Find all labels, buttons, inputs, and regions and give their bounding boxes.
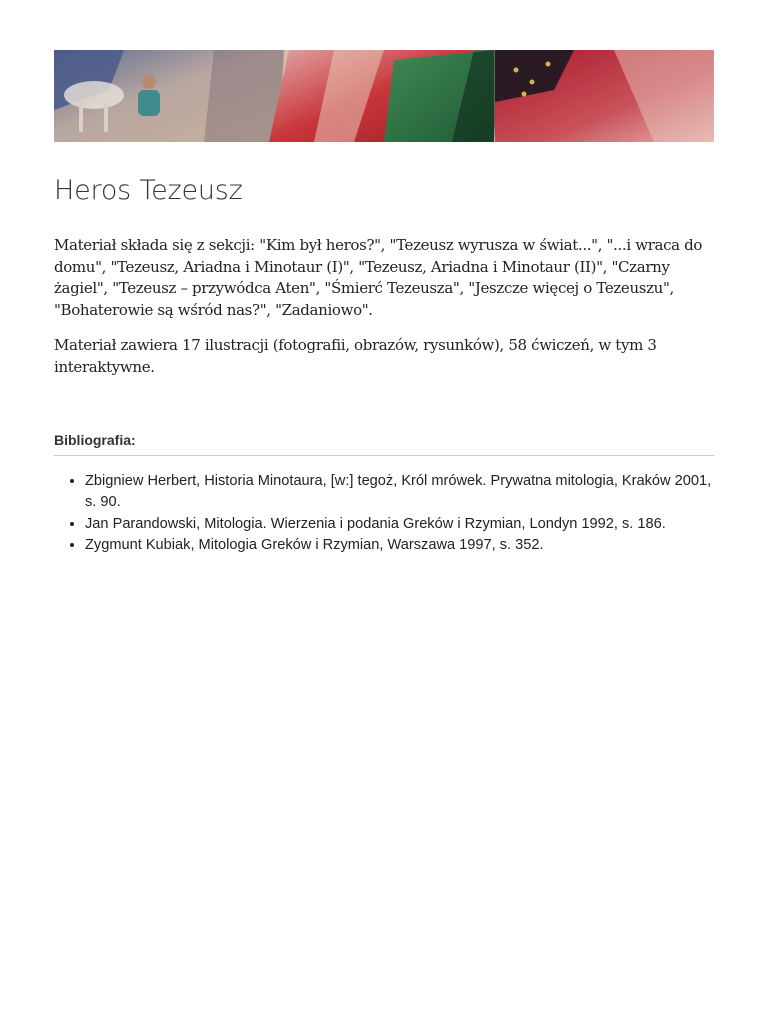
bibliography-list [54, 471, 714, 557]
sections-description: Materiał składa się z sekcji: "Kim był heros?", "Tezeusz wyrusza w świat...", "...i wraca do domu", "Tezeusz, Ariadna i Minotaur (I)", "Tezeusz, Ariadna i Minotaur (II)", "Czarny żagiel", "Tezeusz – przywódca Aten", "Śmierć Tezeusza", "Jeszcze więcej o Tezeuszu", "Bohaterowie są wśród nas?", "Zadaniowo". [54, 236, 703, 319]
bibliography-item: • Zygmunt Kubiak, Mitologia Greków i Rzymian, Warszawa 1997, s. 352. [85, 535, 714, 557]
banner-image [54, 50, 714, 142]
bibliography-item: • Zbigniew Herbert, Historia Minotaura, [w:] tegoż, Król mrówek. Prywatna mitologia, Kraków 2001, s. 90. [85, 471, 714, 514]
bibliography-item: • Jan Parandowski, Mitologia. Wierzenia i podania Greków i Rzymian, Londyn 1992, s. 186. [85, 514, 714, 536]
document-page [54, 50, 714, 557]
bibliography-heading: Bibliografia: [54, 432, 714, 456]
page-title: Heros Tezeusz [54, 175, 243, 206]
materials-description: Materiał zawiera 17 ilustracji (fotografii, obrazów, rysunków), 58 ćwiczeń, w tym 3 interaktywne. [54, 336, 657, 376]
